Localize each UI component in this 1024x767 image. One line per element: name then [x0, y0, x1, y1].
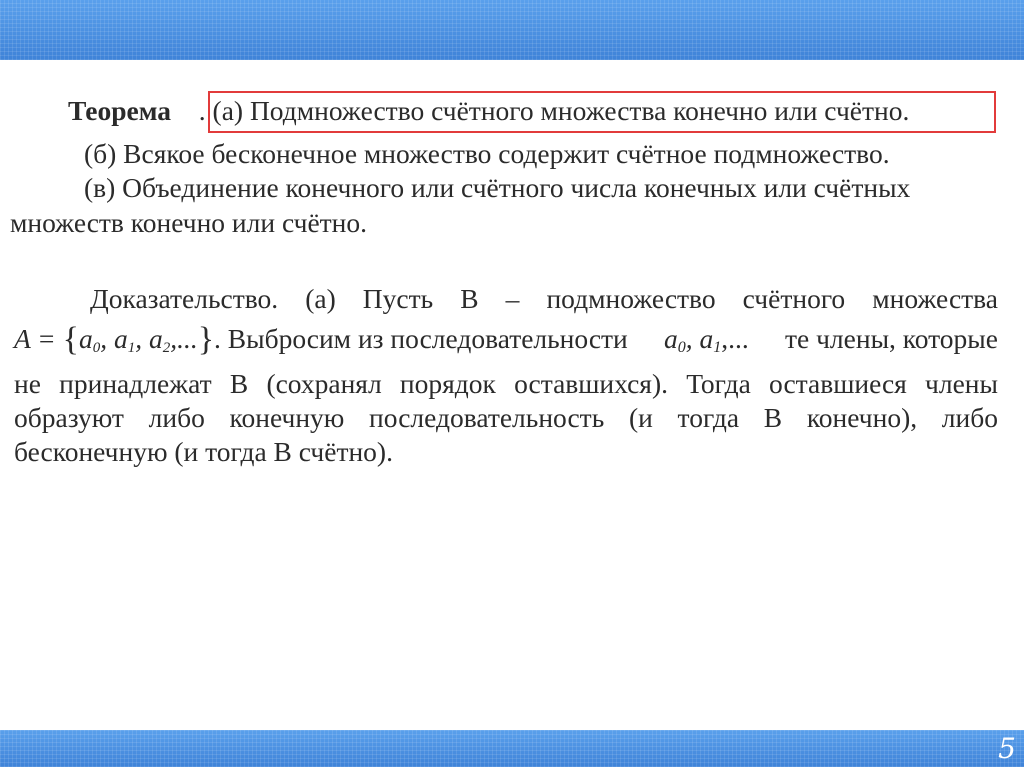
set-formula: $A = \{a_0$, $a_1$, $a_2$,...}. Выбросим из последовательности [14, 321, 628, 358]
bottom-band [0, 730, 1024, 767]
theorem-statement-c-cont: множеств конечно или счётно. [10, 207, 368, 238]
theorem-label: Теорема [68, 95, 172, 126]
proof-line-2-tail: те члены, которые [785, 323, 998, 354]
proof-line-2 [14, 323, 998, 364]
theorem-statement-a: . (а) Подмножество счётного множества конечно или счётно. [198, 95, 910, 126]
top-band [0, 0, 1024, 60]
sequence-terms: $a_0$, $a_1$,... [664, 323, 749, 356]
slide-number: 5 [998, 732, 1016, 765]
proof-line-3: не принадлежат B (сохранял порядок оставшихся). Тогда оставшиеся члены [14, 368, 998, 399]
theorem-statement-b: (б) Всякое бесконечное множество содержит счётное подмножество. [84, 138, 890, 169]
proof-line-4: образуют либо конечную последовательность (и тогда B конечно), либо [14, 402, 998, 433]
highlight-box [208, 91, 996, 133]
theorem-statement-c: (в) Объединение конечного или счётного числа конечных или счётных [84, 172, 911, 203]
proof-line-1: Доказательство. (а) Пусть B – подмножество счётного множества [90, 283, 998, 314]
proof-line-5: бесконечную (и тогда B счётно). [14, 436, 393, 467]
